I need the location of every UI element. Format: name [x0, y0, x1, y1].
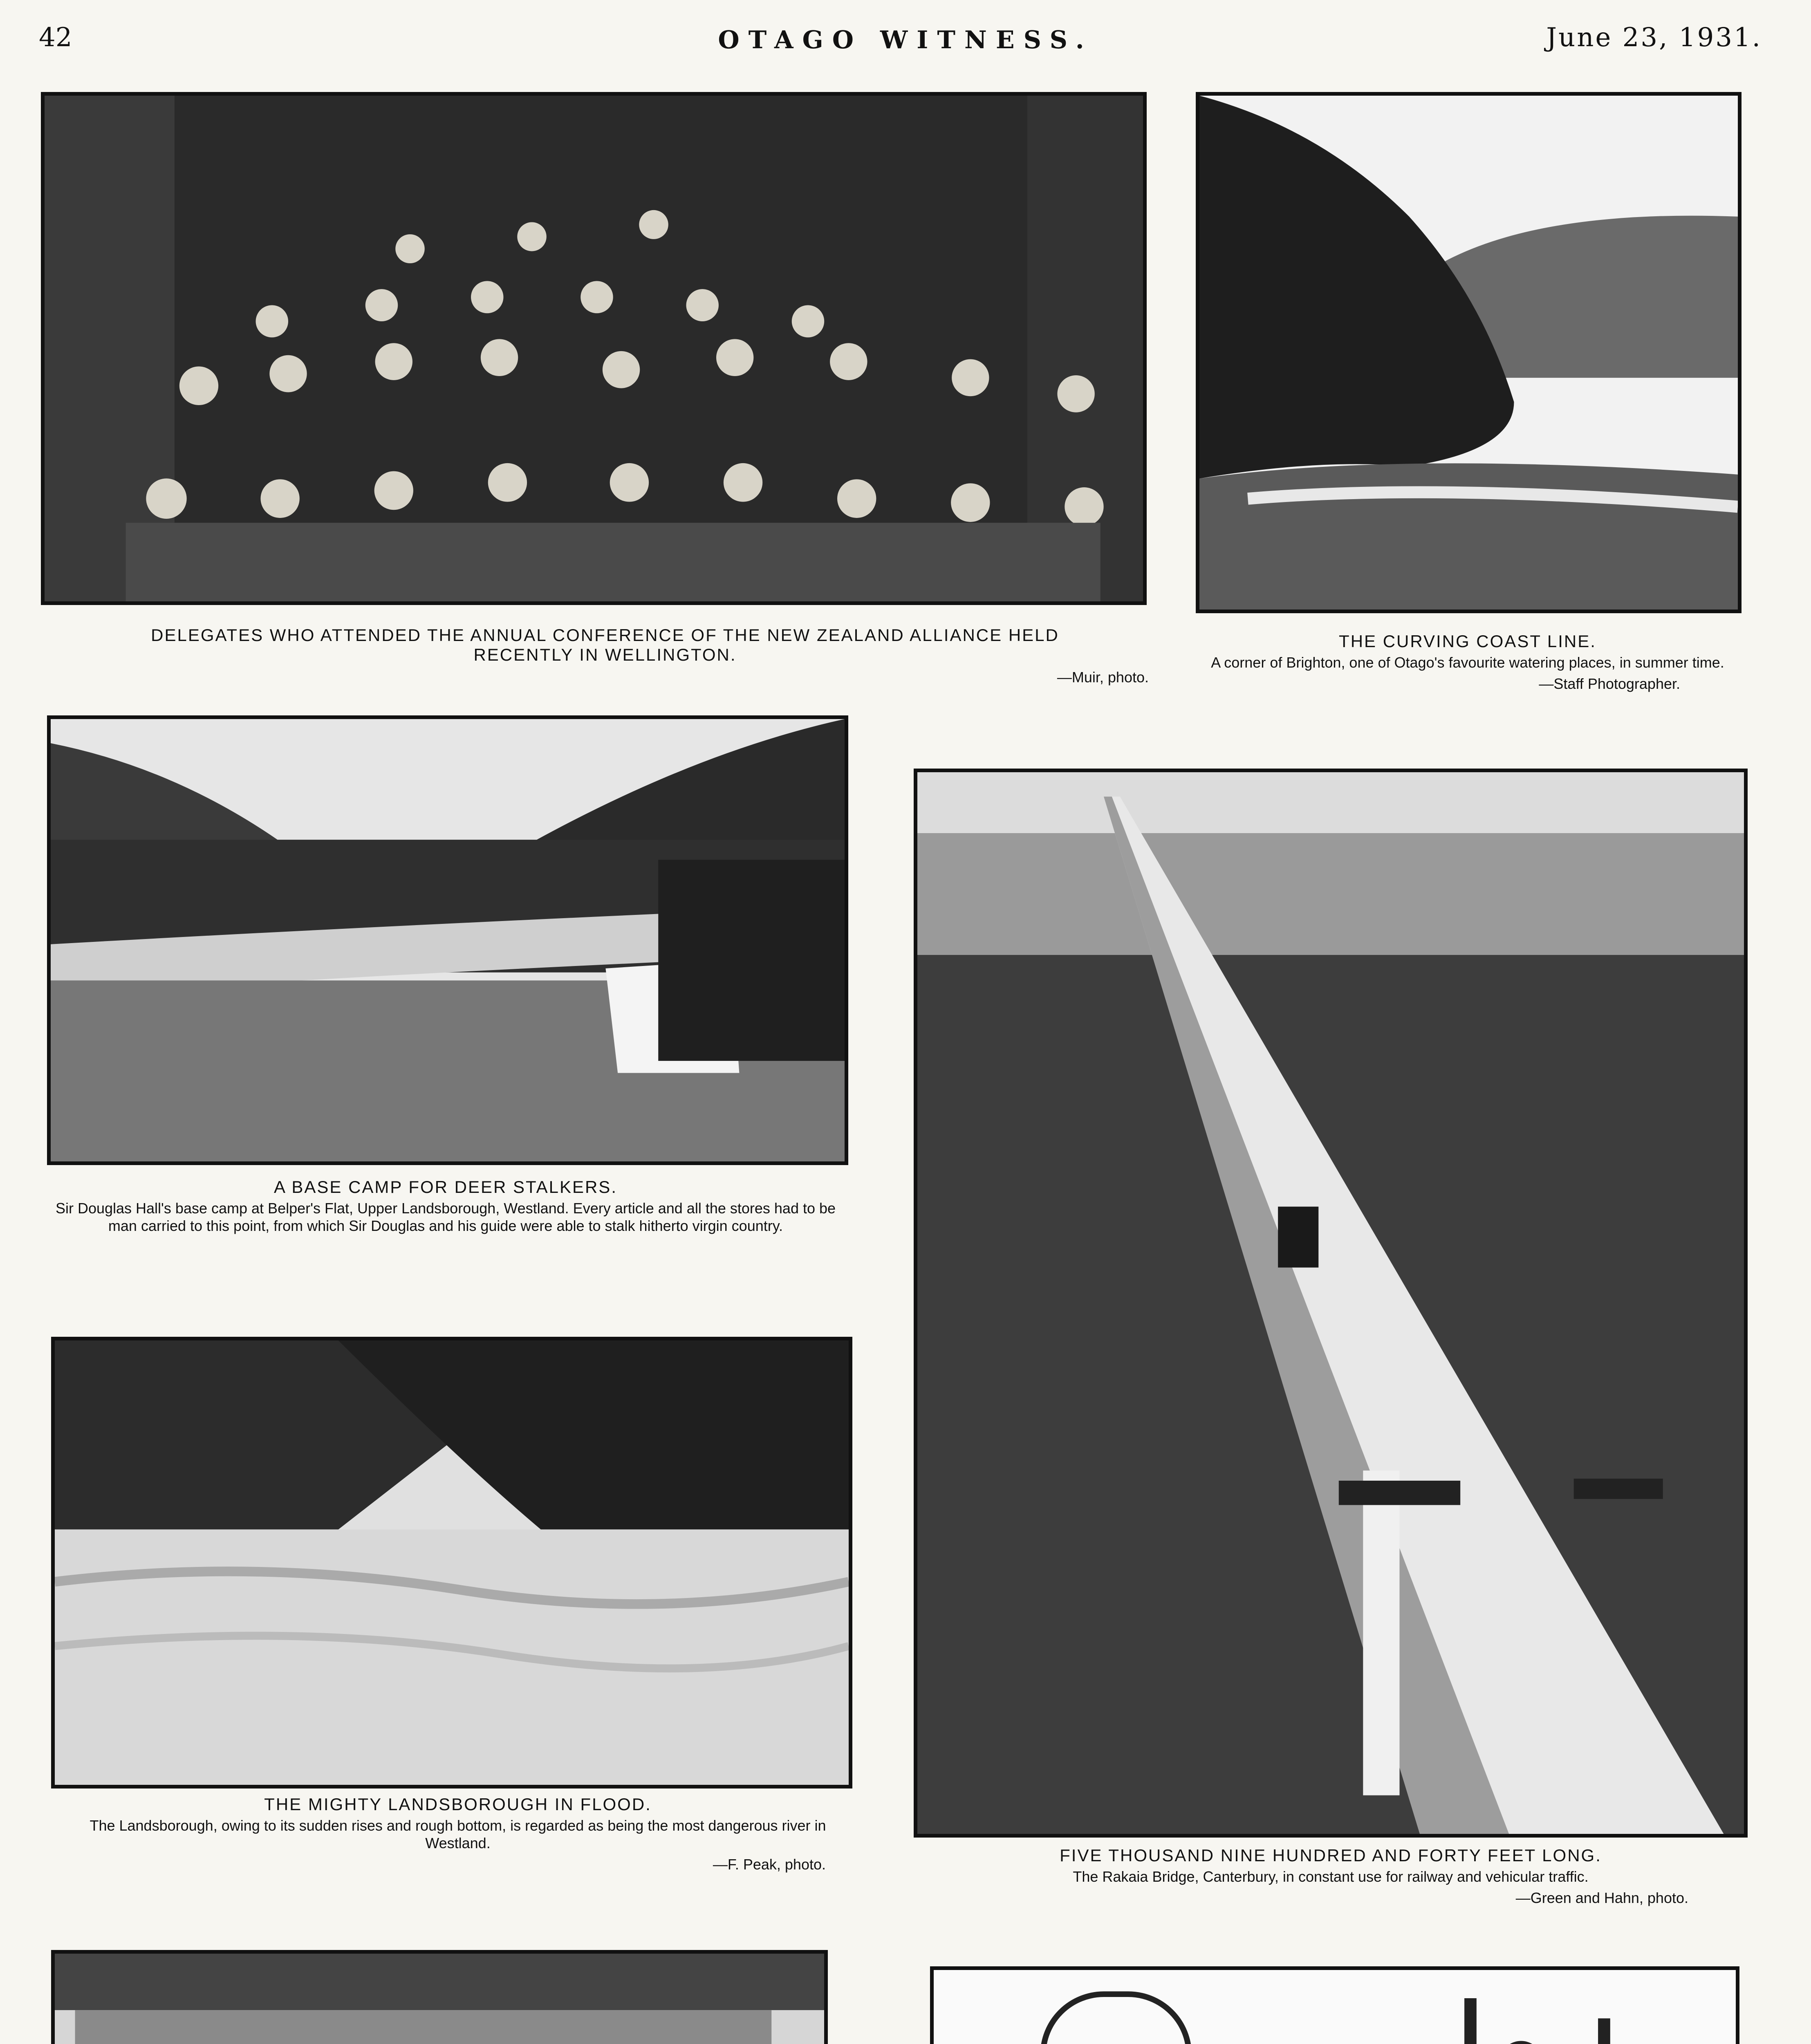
flood-credit: —F. Peak, photo. [713, 1856, 826, 1873]
cartoon-illustration [930, 1966, 1739, 2044]
delegates-credit: —Muir, photo. [1057, 669, 1149, 686]
coast-title: THE CURVING COAST LINE. [1339, 632, 1596, 651]
basecamp-photo [47, 715, 848, 1165]
delegates-image [45, 96, 1143, 601]
flood-title: THE MIGHTY LANDSBOROUGH IN FLOOD. [264, 1795, 652, 1814]
masthead-title: OTAGO WITNESS. [718, 26, 1093, 54]
page-number: 42 [39, 22, 72, 53]
coast-image [1199, 96, 1738, 610]
bridge-title: FIVE THOUSAND NINE HUNDRED AND FORTY FEET LONG. [1060, 1846, 1602, 1865]
delegates-title: DELEGATES WHO ATTENDED THE ANNUAL CONFERENCE OF THE NEW ZEALAND ALLIANCE HELD RECENTLY IN WELLINGTON. [151, 625, 1059, 664]
basecamp-description: Sir Douglas Hall's base camp at Belper's Flat, Upper Landsborough, Westland. Every article and all the stores had to be man carried to this point, from which Sir Douglas and his guide were able to stalk hitherto virgin country. [55, 1200, 836, 1235]
cradle-image [55, 1954, 824, 2044]
coast-credit: —Staff Photographer. [1539, 675, 1680, 693]
basecamp-image [51, 719, 845, 1161]
delegates-photo [41, 92, 1147, 605]
flood-description: The Landsborough, owing to its sudden rises and rough bottom, is regarded as being the most dangerous river in Westland. [90, 1817, 826, 1852]
delegates-caption [61, 625, 1149, 686]
cradle-photo [51, 1950, 828, 2044]
coast-photo [1196, 92, 1742, 613]
basecamp-caption [41, 1177, 850, 1235]
basecamp-title: A BASE CAMP FOR DEER STALKERS. [274, 1177, 617, 1197]
flood-image [55, 1340, 849, 1785]
issue-date: June 23, 1931. [1546, 22, 1762, 53]
bridge-image [917, 772, 1744, 1834]
coast-description: A corner of Brighton, one of Otago's favourite watering places, in summer time. [1211, 654, 1724, 671]
cartoon-image [934, 1970, 1736, 2044]
bridge-caption [912, 1846, 1750, 1907]
bridge-description: The Rakaia Bridge, Canterbury, in constant use for railway and vehicular traffic. [1073, 1868, 1589, 1885]
flood-caption [57, 1795, 858, 1873]
bridge-photo [914, 769, 1748, 1838]
flood-photo [51, 1337, 852, 1788]
bridge-credit: —Green and Hahn, photo. [1515, 1889, 1688, 1907]
coast-caption [1194, 632, 1742, 693]
